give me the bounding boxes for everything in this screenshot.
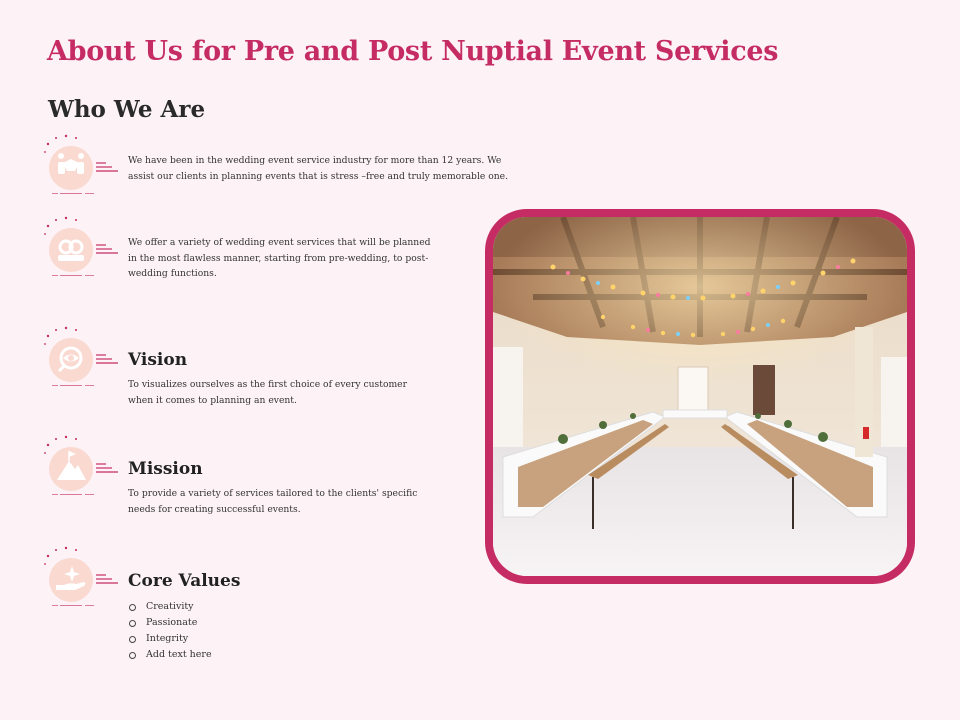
list-item: Creativity: [128, 599, 212, 615]
list-item: Integrity: [128, 631, 212, 647]
core-values-list: [128, 599, 212, 663]
core-values-heading: Core Values: [128, 571, 241, 591]
handshake-icon: [42, 132, 122, 194]
mission-heading: Mission: [128, 459, 203, 479]
eye-icon: [42, 324, 122, 386]
mountain-flag-icon: [42, 433, 122, 495]
mission-item: [42, 433, 522, 513]
mission-text: To provide a variety of services tailored to the clients' specific needs for creating successful events.: [128, 488, 418, 515]
vision-text: To visualizes ourselves as the first choice of every customer when it comes to planning an event.: [128, 379, 408, 406]
core-values-item: [42, 544, 522, 674]
list-item: Add text here: [128, 647, 212, 663]
list-item: Passionate: [128, 615, 212, 631]
hand-sparkle-icon: [42, 544, 122, 606]
intro-text-1: We have been in the wedding event service industry for more than 12 years. We assist our clients in planning events that is stress –free and truly memorable one.: [128, 155, 509, 182]
wedding-reception-hall-photo: [485, 209, 915, 584]
vision-item: [42, 324, 522, 404]
intro-item-2: [42, 214, 522, 284]
wedding-rings-icon: [42, 214, 122, 276]
page-title: About Us for Pre and Post Nuptial Event Services: [47, 36, 779, 67]
vision-heading: Vision: [128, 350, 188, 370]
intro-item-1: [42, 132, 522, 202]
intro-text-2: We offer a variety of wedding event services that will be planned in the most flawless manner, starting from pre-wedding, to post-wedding functions.: [128, 237, 431, 279]
section-subtitle: Who We Are: [48, 96, 206, 123]
